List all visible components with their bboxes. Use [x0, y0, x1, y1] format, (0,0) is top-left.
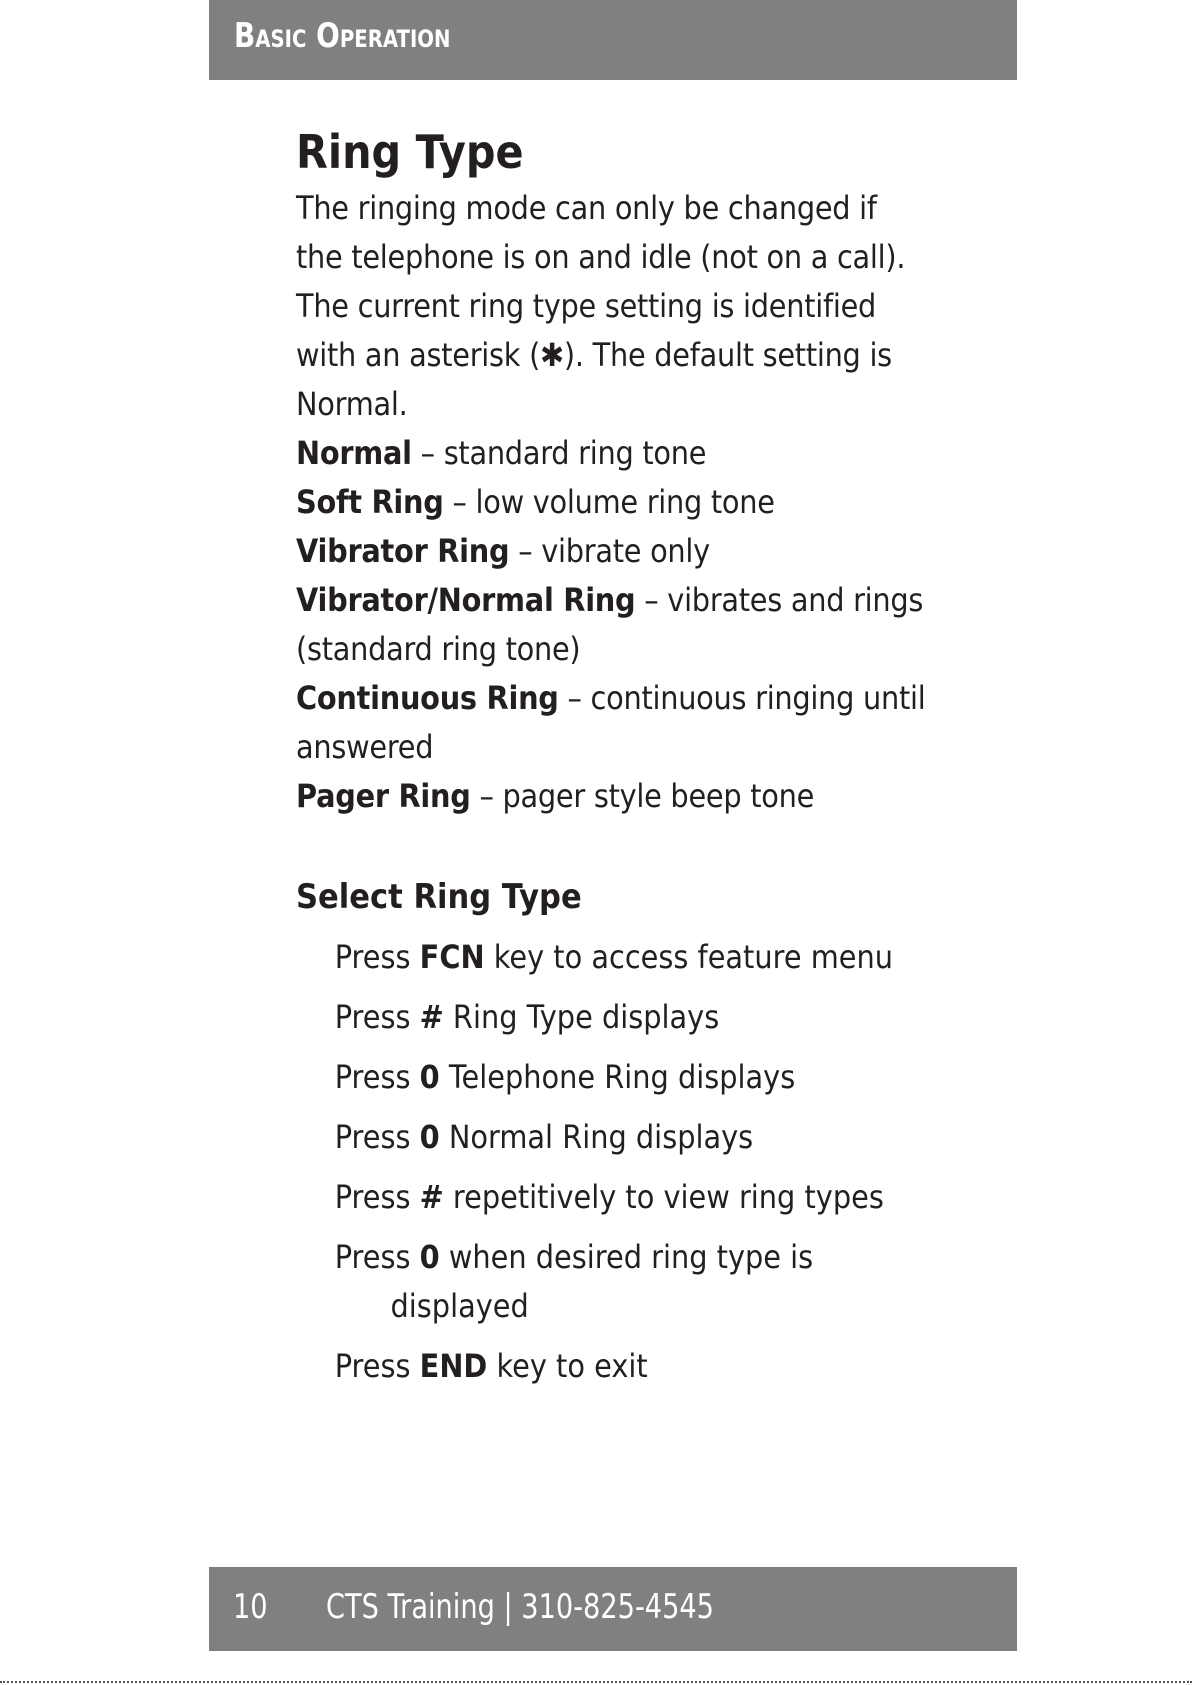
ring-type-desc: – vibrates and rings (standard ring tone): [296, 581, 924, 668]
ring-type-list: [296, 429, 976, 821]
step-press: Press: [334, 1178, 420, 1216]
intro-text-before: The ringing mode can only be changed if the telephone is on and idle (not on a call). The current ring type setting is identified with an asterisk (: [296, 189, 906, 374]
step-press: Press: [334, 938, 420, 976]
step-text: when desired ring type is: [439, 1238, 814, 1276]
step-key: END: [419, 1347, 488, 1385]
step-text: Ring Type displays: [443, 998, 720, 1036]
list-item: [296, 429, 926, 478]
footer-bar: [209, 1567, 1017, 1651]
step-press: Press: [334, 1347, 420, 1385]
step-text: Telephone Ring displays: [439, 1058, 796, 1096]
ring-type-term: Normal: [296, 434, 412, 472]
page-number: 10: [233, 1587, 268, 1627]
body-text: [296, 184, 976, 821]
step-item: [296, 1113, 983, 1162]
step-item: [296, 1053, 983, 1102]
ring-type-term: Continuous Ring: [296, 679, 559, 717]
ring-type-desc: – standard ring tone: [411, 434, 707, 472]
step-key: #: [419, 998, 444, 1036]
step-item: [296, 1233, 983, 1331]
step-key: 0: [419, 1118, 440, 1156]
ring-type-term: Vibrator/Normal Ring: [296, 581, 636, 619]
ring-type-term: Soft Ring: [296, 483, 444, 521]
step-continuation: displayed: [390, 1287, 529, 1325]
intro-text-after: ). The default setting is Normal.: [296, 336, 892, 423]
ring-type-desc: – low volume ring tone: [443, 483, 775, 521]
ring-type-term: Vibrator Ring: [296, 532, 510, 570]
steps-list: [296, 933, 976, 1391]
list-item: [296, 527, 926, 576]
step-press: Press: [334, 998, 420, 1036]
step-text: repetitively to view ring types: [443, 1178, 884, 1216]
section-header-title: Basic Operation: [234, 16, 451, 56]
header-bar: [209, 0, 1017, 80]
step-item: [296, 1342, 983, 1391]
step-item: [296, 1173, 983, 1222]
step-text: key to access feature menu: [484, 938, 893, 976]
list-item: [296, 674, 926, 772]
ring-type-desc: – pager style beep tone: [470, 777, 815, 815]
step-press: Press: [334, 1058, 420, 1096]
step-key: 0: [419, 1058, 440, 1096]
list-item: [296, 576, 926, 674]
list-item: [296, 772, 926, 821]
step-text: Normal Ring displays: [439, 1118, 754, 1156]
list-item: [296, 478, 926, 527]
step-press: Press: [334, 1118, 420, 1156]
page-title: Ring Type: [296, 125, 524, 179]
asterisk-icon: ✱: [540, 336, 564, 374]
select-ring-type-heading: Select Ring Type: [296, 877, 582, 917]
step-item: [296, 933, 983, 982]
bottom-divider: [0, 1681, 1192, 1683]
step-text: key to exit: [487, 1347, 648, 1385]
page-content: [296, 120, 976, 1402]
ring-type-desc: – continuous ringing until answered: [296, 679, 926, 766]
step-item: [296, 993, 983, 1042]
step-key: FCN: [419, 938, 485, 976]
ring-type-desc: – vibrate only: [509, 532, 710, 570]
footer-contact: CTS Training | 310-825-4545: [326, 1587, 714, 1627]
step-key: #: [419, 1178, 444, 1216]
step-key: 0: [419, 1238, 440, 1276]
intro-paragraph: [296, 184, 926, 429]
step-press: Press: [334, 1238, 420, 1276]
ring-type-term: Pager Ring: [296, 777, 471, 815]
